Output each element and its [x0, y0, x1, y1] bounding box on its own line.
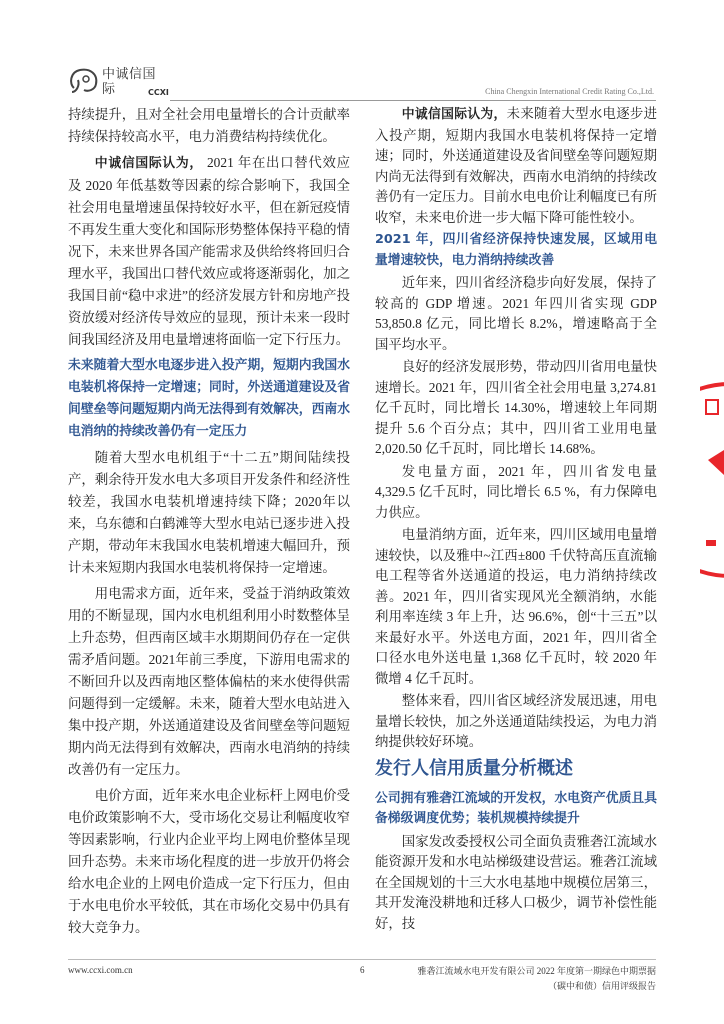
paragraph: [68, 152, 350, 351]
paragraph: 整体来看，四川省区域经济发展迅速，用电量增长较快，加之外送通道陆续投运，为电力消纳提供较好环境。: [375, 693, 657, 749]
footer-divider: [68, 959, 656, 960]
paragraph: 用电需求方面，近年来，受益于消纳政策效用的不断显现，国内水电机组利用小时数整体呈上升态势，但西南区域丰水期期间仍存在一定供需矛盾问题。2021年前三季度，下游用电需求的不断回升以及西南地区整体偏枯的来水使得供需问题得到一定缓解。未来，随着大型水电站进入集中投产期，外送通道建设及省间壁垒等问题短期内尚无法得到有效解决，西南水电消纳的持续改善仍有一定压力。: [68, 586, 350, 777]
paragraph: [375, 104, 657, 228]
paragraph: 近年来，四川省经济稳步向好发展，保持了较高的 GDP 增速。2021 年四川省实现 GDP 53,850.8 亿元，同比增长 8.2%，增速略高于全国平均水平。: [375, 275, 657, 352]
paragraph: 良好的经济发展形势，带动四川省用电量快速增长。2021 年，四川省全社会用电量 3,274.81 亿千瓦时，同比增长 14.30%，增速较上年同期提升 5.6 个百分点；其中，四川省工业用电量 2,020.50 亿千瓦时，同比增长 14.68%。: [375, 359, 657, 456]
page-number: 6: [360, 965, 365, 975]
paragraph: 电价方面，近年来水电企业标杆上网电价受电价政策影响不大，受市场化交易让利幅度收窄等因素影响，行业内企业平均上网电价整体呈现回升态势。未来市场化程度的进一步放开仍将会给水电企业的上网电价造成一定下行压力，但由于水电电价水平较低，其在市场化交易中仍具有较大竞争力。: [68, 788, 350, 935]
elephant-logo-icon: [68, 66, 100, 96]
header-divider: [170, 100, 656, 101]
report-title-line2: （碳中和债）信用评级报告: [547, 981, 656, 991]
paragraph: 国家发改委授权公司全面负责雅砻江流域水能资源开发和水电站梯级建设营运。雅砻江流域在全国规划的十三大水电基地中规模位居第三，其开发淹没耕地和迁移人口极少，调节补偿性能好，技: [375, 833, 657, 931]
section-title: 发行人信用质量分析概述: [375, 757, 573, 779]
left-column: [68, 104, 350, 943]
paragraph-text: 2021 年在出口替代效应及 2020 年低基数等因素的综合影响下，我国全社会用电量增速虽保持较好水平，但在新冠疫情不再发生重大变化和国际形势整体保持平稳的情况下，未来世界各国产能需求及供给终将回归合理水平，我国出口替代效应或将逐渐弱化，加之我国目前“稳中求进”的经济发展方针和房地产投资放缓对经济传导效应的显现，预计未来一段时间我国经济及用电量增速将面临一定下行压力。: [68, 155, 350, 347]
paragraph-text: 未来随着大型水电逐步进入投产期，短期内我国水电装机将保持一定增速；同时，外送通道建设及省间壁垒等问题短期内尚无法得到有效解决，西南水电消纳的持续改善仍有一定压力。目前水电电价让利幅度已有所收窄，未来电价进一步大幅下降可能性较小。: [375, 106, 658, 225]
report-title-line1: 雅砻江流域水电开发有限公司 2022 年度第一期绿色中期票据: [417, 966, 656, 976]
paragraph: 电量消纳方面，近年来，四川区域用电量增速较快，以及雅中~江西±800 千伏特高压直流输电工程等省外送通道的投运，电力消纳持续改善。2021 年，四川省实现风光全额消纳，水能利用率连续 3 年上升，达 96.6%，创“十三五”以来最好水平。外送电方面，2021 年，四川省全口径水电外送电量 1,368 亿千瓦时，较 2020 年微增 4 亿千瓦时。: [375, 527, 657, 686]
subheading: 2021 年，四川省经济保持快速发展，区域用电量增速较快，电力消纳持续改善: [375, 232, 657, 268]
right-column: [375, 104, 657, 936]
header-company-name: China Chengxin International Credit Rating Co.,Ltd.: [485, 87, 654, 96]
ccxi-logo: [68, 66, 168, 100]
logo-text-cn: 中诚信国际: [102, 67, 157, 97]
bold-lead: 中诚信国际认为，: [94, 156, 203, 171]
footer-report-title: [417, 964, 656, 994]
footer-url[interactable]: www.ccxi.com.cn: [68, 965, 133, 975]
logo-text-en: CCXI: [148, 88, 169, 97]
paragraph: 随着大型水电机组于“十二五”期间陆续投产，剩余待开发水电大多项目开发条件和经济性较差，我国水电装机增速持续下降；2020年以来，乌东德和白鹤滩等大型水电站已逐步进入投产期，带动年末我国水电装机增速大幅回升，预计未来短期内我国水电装机将保持一定增速。: [68, 450, 350, 575]
paragraph: 持续提升，且对全社会用电量增长的合计贡献率持续保持较高水平，电力消费结构持续优化。: [68, 107, 350, 144]
subheading: 公司拥有雅砻江流域的开发权，水电资产优质且具备梯级调度优势；装机规模持续提升: [375, 790, 657, 826]
paragraph: 发电量方面，2021 年，四川省发电量 4,329.5 亿千瓦时，同比增长 6.5 %，有力保障电力供应。: [375, 463, 657, 520]
red-seal-stamp-icon: [700, 380, 724, 580]
subheading: 未来随着大型水电逐步进入投产期，短期内我国水电装机将保持一定增速；同时，外送通道建设及省间壁垒等问题短期内尚无法得到有效解决，西南水电消纳的持续改善仍有一定压力: [68, 358, 350, 439]
bold-lead: 中诚信国际认为，: [401, 107, 507, 122]
